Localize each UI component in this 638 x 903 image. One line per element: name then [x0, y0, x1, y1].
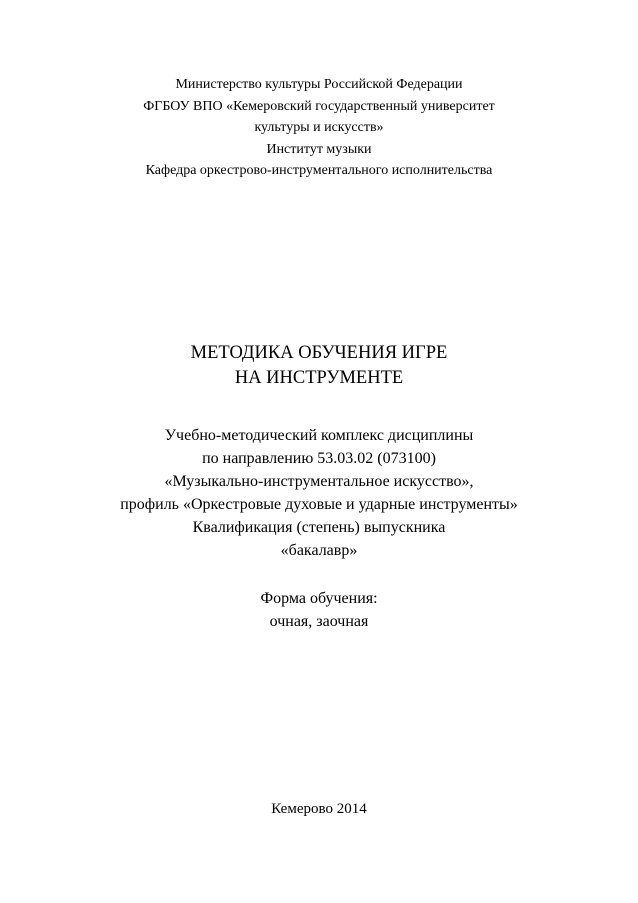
profile-line: профиль «Оркестровые духовые и ударные инструменты»: [120, 496, 518, 513]
title-line-1: МЕТОДИКА ОБУЧЕНИЯ ИГРЕ: [190, 343, 448, 363]
title-line-2: НА ИНСТРУМЕНТЕ: [234, 368, 404, 388]
document-title: [0, 341, 638, 391]
study-form: [0, 587, 638, 633]
complex-type-line: Учебно-методический комплекс дисциплины: [164, 427, 474, 444]
institute-line: Институт музыки: [266, 141, 372, 157]
institution-header: [0, 74, 638, 182]
publication-place-year: [0, 798, 638, 820]
university-line: ФГБОУ ВПО «Кемеровский государственный университет: [143, 98, 495, 114]
study-form-label: Форма обучения:: [260, 590, 378, 607]
university-line-continued: культуры и искусств»: [254, 120, 384, 135]
qualification-value-line: «бакалавр»: [280, 542, 358, 559]
course-description: [0, 424, 638, 562]
qualification-label-line: Квалификация (степень) выпускника: [192, 519, 446, 536]
direction-code-line: по направлению 53.03.02 (073100): [202, 450, 436, 467]
city-year-line: Кемерово 2014: [271, 801, 367, 817]
department-line: Кафедра оркестрово-инструментального исполнительства: [145, 163, 493, 178]
direction-name-line: «Музыкально-инструментальное искусство»,: [164, 473, 474, 490]
study-form-value: очная, заочная: [269, 613, 369, 630]
ministry-line: Министерство культуры Российской Федерации: [175, 77, 463, 92]
